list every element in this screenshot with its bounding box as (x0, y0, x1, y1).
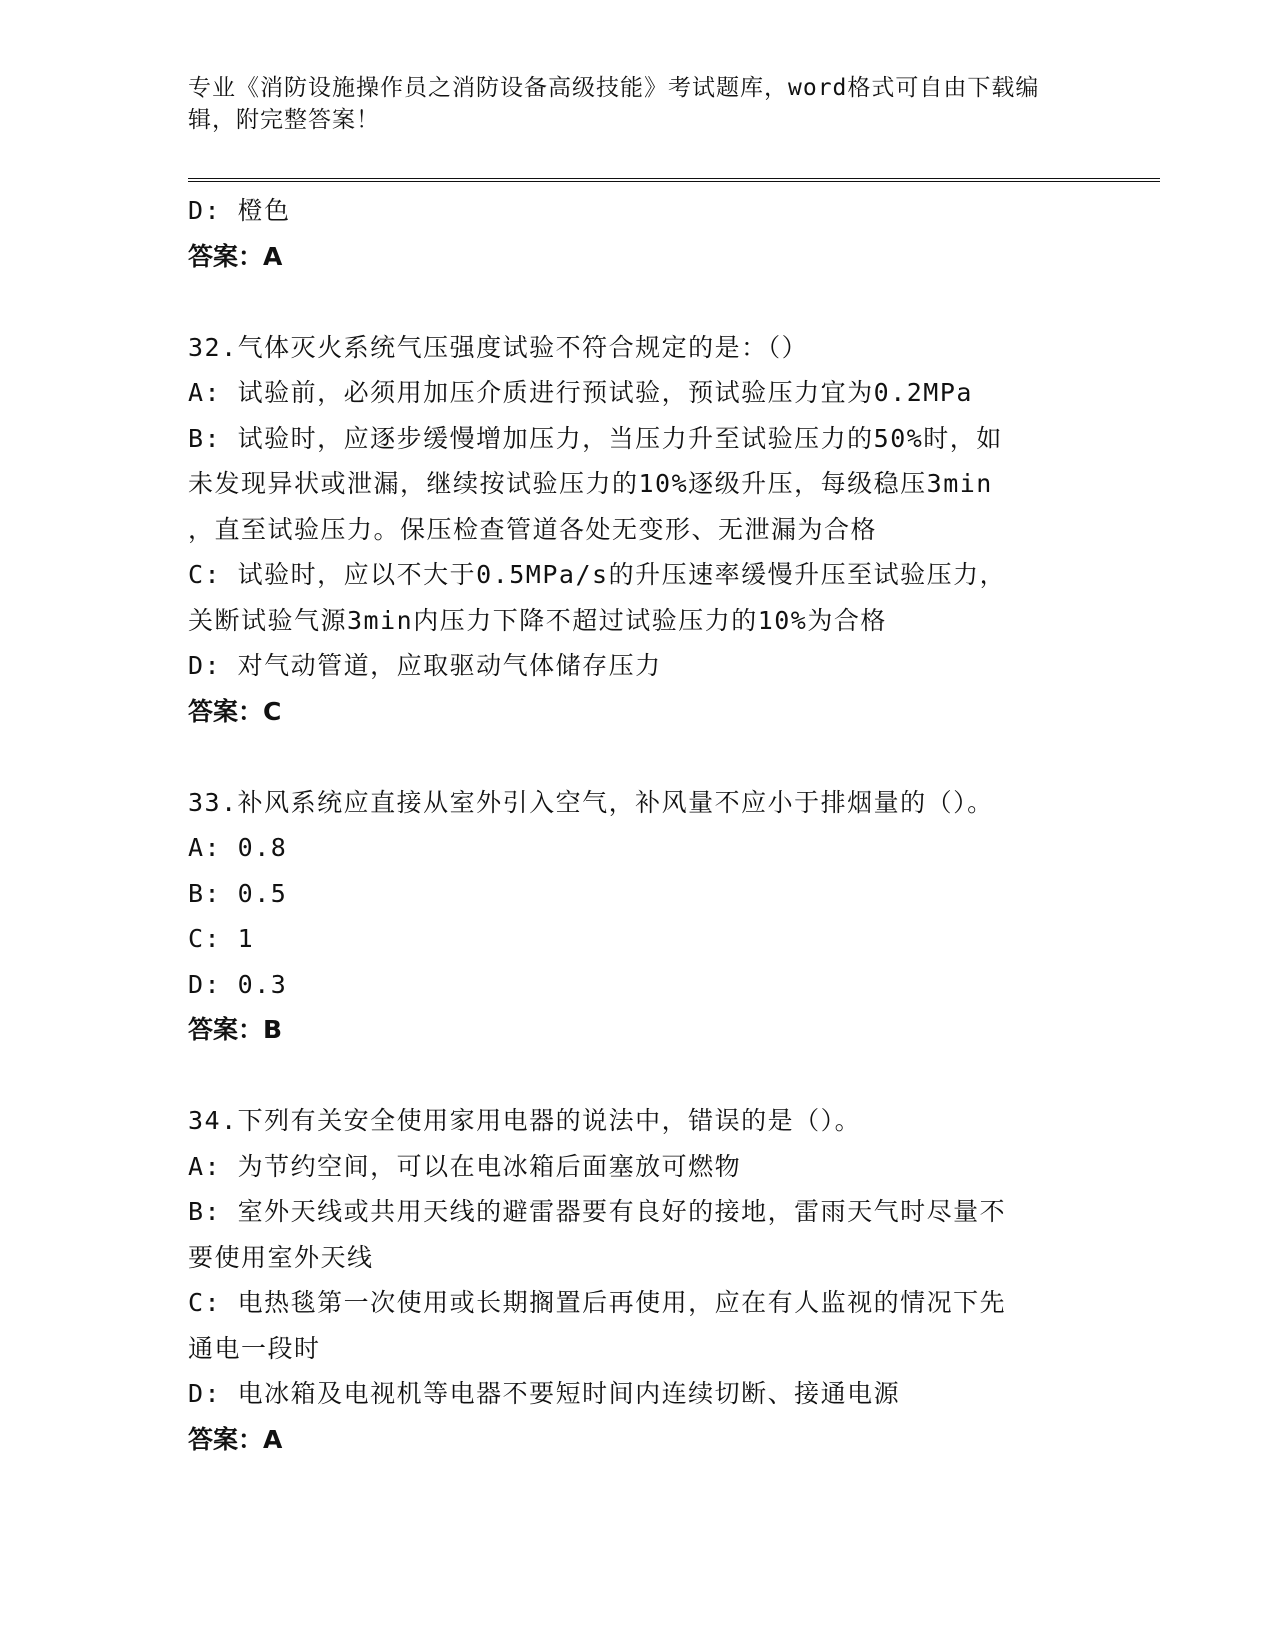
option-c-continued: 通电一段时 (188, 1333, 321, 1363)
header-line-1: 专业《消防设施操作员之消防设备高级技能》考试题库，word格式可自由下载编 (188, 75, 1040, 101)
option-d: D: 0.3 (188, 969, 288, 999)
option-c: C: 试验时，应以不大于0.5MPa/s的升压速率缓慢升压至试验压力， (188, 560, 1007, 589)
option-b: B: 试验时，应逐步缓慢增加压力，当压力升至试验压力的50%时，如 (188, 423, 1003, 453)
question-block-33 (188, 780, 1088, 1053)
spacer (188, 1053, 1088, 1099)
option-c: C: 1 (188, 924, 255, 953)
option-b-continued: 要使用室外天线 (188, 1242, 374, 1272)
option-b: B: 室外天线或共用天线的避雷器要有良好的接地，雷雨天气时尽量不 (188, 1197, 1007, 1226)
answer-label: 答案：A (188, 241, 283, 271)
option-d: D: 橙色 (188, 196, 291, 225)
question-list (188, 188, 1088, 1462)
header-divider (188, 178, 1160, 182)
option-b-continued: 未发现异状或泄漏，继续按试验压力的10%逐级升压，每级稳压3min (188, 469, 993, 498)
spacer (188, 734, 1088, 780)
question-stem: 33.补风系统应直接从室外引入空气，补风量不应小于排烟量的（）。 (188, 787, 994, 817)
question-stem: 32.气体灭火系统气压强度试验不符合规定的是：（） (188, 332, 809, 362)
option-a: A: 试验前，必须用加压介质进行预试验，预试验压力宜为0.2MPa (188, 378, 973, 407)
option-b: B: 0.5 (188, 878, 288, 908)
option-b-continued: ，直至试验压力。保压检查管道各处无变形、无泄漏为合格 (188, 514, 878, 544)
answer-label: 答案：B (188, 1015, 283, 1044)
question-stem: 34.下列有关安全使用家用电器的说法中，错误的是（）。 (188, 1106, 862, 1135)
document-header (188, 72, 1088, 136)
question-block-32 (188, 325, 1088, 735)
answer-label: 答案：A (188, 1424, 283, 1454)
question-block-31 (188, 188, 1088, 279)
option-a: A: 为节约空间，可以在电冰箱后面塞放可燃物 (188, 1151, 742, 1181)
option-c-continued: 关断试验气源3min内压力下降不超过试验压力的10%为合格 (188, 605, 887, 635)
option-a: A: 0.8 (188, 833, 288, 862)
spacer (188, 279, 1088, 325)
answer-label: 答案：C (188, 696, 282, 726)
option-d: D: 电冰箱及电视机等电器不要短时间内连续切断、接通电源 (188, 1379, 901, 1408)
option-c: C: 电热毯第一次使用或长期搁置后再使用，应在有人监视的情况下先 (188, 1288, 1007, 1317)
option-d: D: 对气动管道，应取驱动气体储存压力 (188, 651, 662, 680)
question-block-34 (188, 1098, 1088, 1462)
header-line-2: 辑，附完整答案！ (188, 107, 380, 133)
